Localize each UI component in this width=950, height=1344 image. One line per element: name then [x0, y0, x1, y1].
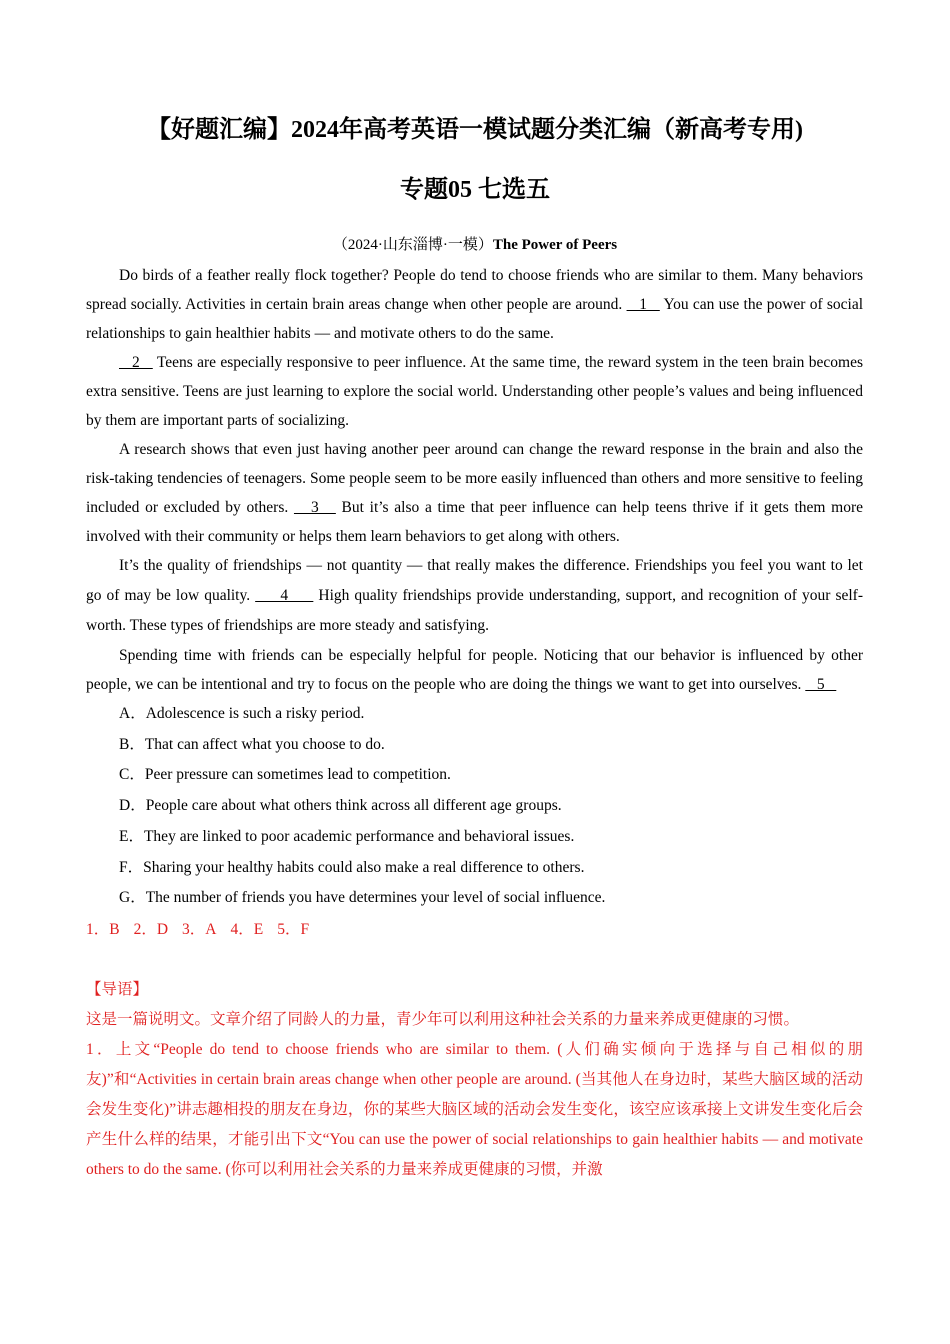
paragraph-1 — [86, 261, 863, 348]
blank-2: 2 — [119, 354, 153, 371]
option-a: A．Adolescence is such a risky period. — [119, 705, 365, 722]
option-f: F．Sharing your healthy habits could also make a real difference to others. — [119, 858, 585, 876]
paragraph-3-text-a: A research shows that even just having another peer around can change the reward response in the brain and also the risk-taking tendencies of teenagers. Some people seem to be more easily influenced than others and more sensitive to feeling included or excluded by others. — [86, 441, 863, 516]
paragraph-4 — [86, 551, 863, 641]
paragraph-4-text-b: High quality friendships provide understanding, support, and recognition of your self-worth. These types of friendships are more steady and satisfying. — [86, 587, 863, 634]
passage-source — [0, 233, 950, 257]
answer-5: 5．F — [277, 920, 310, 938]
answer-2: 2．D — [133, 920, 169, 938]
blank-4: 4 — [255, 587, 314, 604]
paragraph-3-text-b: But it’s also a time that peer influence can help teens thrive if it gets them more involved with their community or helps them learn behaviors to get along with others. — [86, 499, 864, 545]
paragraph-4-text-a: It’s the quality of friendships — not quantity — that really makes the difference. Friendships you feel you want to let go of may be low quality. — [86, 557, 863, 604]
option-e: E．They are linked to poor academic performance and behavioral issues. — [119, 827, 575, 845]
paragraph-2-text: Teens are especially responsive to peer influence. At the same time, the reward system in the teen brain becomes extra sensitive. Teens are just learning to explore the social world. Understanding other people’s values and being influenced by them are important parts of socializing. — [86, 354, 863, 429]
answer-key — [86, 914, 863, 945]
answer-1: 1．B — [86, 920, 120, 938]
analysis-item-1: 1．上文“People do tend to choose friends who are similar to them. (人们确实倾向于选择与自己相似的朋友)”和“Activities in certain brain areas change when other people are around. (当其他人在身边时，某些大脑区域的活动会发生变化)”讲志趣相投的朋友在身边，你的某些大脑区域的活动会发生变化，该空应该承接上文讲发生变化后会产生什么样的结果，才能引出下文“You can use the power of social relationships to gain healthier habits — and motivate others to do the same. (你可以利用社会关系的力量来养成更健康的习惯，并激 — [86, 1040, 863, 1178]
paragraph-3 — [86, 435, 863, 551]
option-d: D．People care about what others think across all different age groups. — [119, 797, 562, 815]
option-b: B．That can affect what you choose to do. — [119, 735, 385, 753]
option-g: G．The number of friends you have determines your level of social influence. — [119, 889, 606, 907]
passage-title: The Power of Peers — [492, 237, 618, 253]
paragraph-1-text-b: You can use the power of social relationships to gain healthier habits — and motivate others to do the same. — [86, 296, 864, 342]
paragraph-5 — [86, 641, 863, 699]
answer-3: 3．A — [182, 920, 217, 938]
paragraph-2 — [86, 348, 863, 435]
source-prefix: （2024·山东淄博·一模） — [332, 237, 493, 253]
option-list — [86, 699, 863, 914]
analysis-heading: 【导语】 — [86, 980, 149, 998]
blank-5: 5 — [805, 676, 837, 693]
analysis-intro: 这是一篇说明文。文章介绍了同龄人的力量，青少年可以利用这种社会关系的力量来养成更健康的习惯。 — [86, 1010, 800, 1028]
analysis-section — [86, 975, 863, 1185]
option-c: C．Peer pressure can sometimes lead to competition. — [119, 766, 451, 784]
blank-3: 3 — [293, 499, 336, 516]
document-title: 【好题汇编】2024年高考英语一模试题分类汇编（新高考专用) — [147, 117, 803, 143]
answer-4: 4．E — [230, 920, 264, 938]
blank-1: 1 — [626, 296, 660, 313]
paragraph-5-text: Spending time with friends can be especially helpful for people. Noticing that our behavior is influenced by other people, we can be intentional and try to focus on the people who are doing the things we want to get into ourselves. — [86, 647, 863, 693]
paragraph-1-text-a: Do birds of a feather really flock together? People do tend to choose friends who are similar to them. Many behaviors spread socially. Activities in certain brain areas change when other people are around. — [86, 267, 863, 313]
document-subtitle: 专题05 七选五 — [400, 177, 550, 203]
passage-body — [86, 261, 863, 1185]
